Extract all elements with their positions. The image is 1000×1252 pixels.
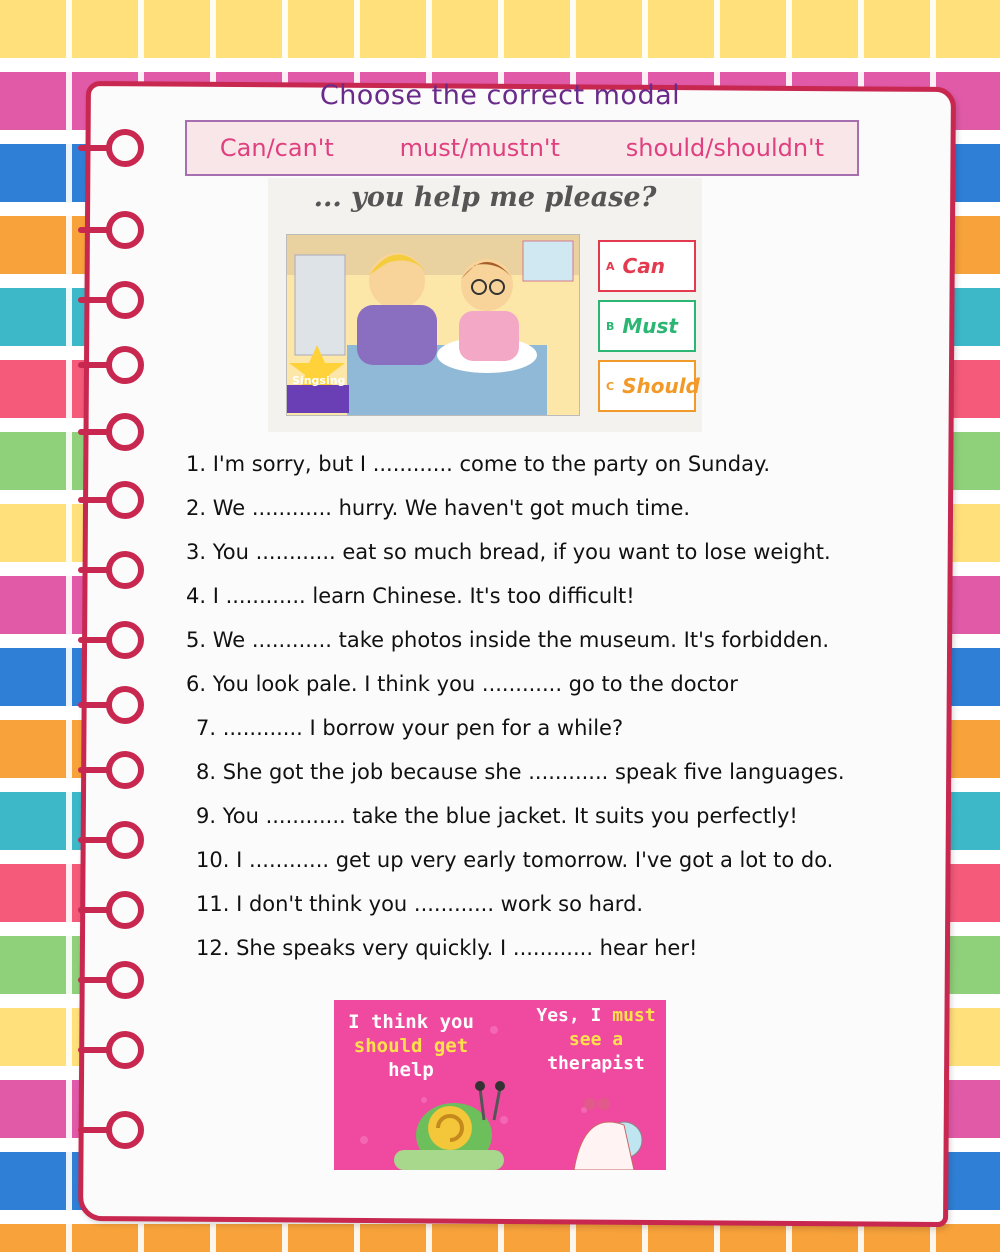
exercise-item: 8. She got the job because she ............ speak five languages.	[196, 760, 845, 784]
exercise-item: 11. I don't think you ............ work so hard.	[196, 892, 644, 916]
exercise-item: 12. She speaks very quickly. I ............ hear her!	[196, 936, 698, 960]
spiral-rings	[78, 120, 168, 1180]
quiz-question: ... you help me please?	[313, 182, 657, 213]
example-quiz-card	[268, 178, 702, 432]
cartoon-left-caption	[346, 1010, 476, 1082]
kitchen-illustration-svg	[287, 235, 579, 415]
spiral-ring	[78, 1110, 148, 1150]
spiral-ring	[78, 960, 148, 1000]
quiz-option-letter: A	[606, 259, 615, 273]
spiral-ring	[78, 345, 148, 385]
modal-options-banner	[185, 120, 859, 176]
cartoon-right-word: Yes, I	[536, 1005, 602, 1026]
spiral-ring	[78, 820, 148, 860]
kitchen-illustration	[286, 234, 580, 416]
spiral-ring	[78, 685, 148, 725]
quiz-option-letter: C	[606, 379, 615, 393]
spiral-ring	[78, 550, 148, 590]
spiral-ring	[78, 620, 148, 660]
modal-can: Can/can't	[219, 134, 334, 162]
exercise-item: 4. I ............ learn Chinese. It's too difficult!	[186, 584, 635, 608]
spiral-ring	[78, 750, 148, 790]
cartoon-left-line: help	[388, 1059, 434, 1081]
quiz-option-label: Can	[622, 254, 665, 278]
quiz-option-letter: B	[606, 319, 615, 333]
page-title: Choose the correct modal	[319, 80, 681, 111]
snail-cartoon	[334, 1000, 666, 1170]
quiz-option-label: Should	[622, 374, 700, 398]
exercise-item: 6. You look pale. I think you ............ go to the doctor	[186, 672, 738, 696]
spiral-ring	[78, 412, 148, 452]
logo-text: Singsing	[292, 374, 346, 387]
exercise-item: 5. We ............ take photos inside the museum. It's forbidden.	[186, 628, 830, 652]
quiz-option-a[interactable]	[598, 240, 696, 292]
quiz-option-c[interactable]	[598, 360, 700, 412]
exercise-item: 1. I'm sorry, but I ............ come to the party on Sunday.	[186, 452, 771, 476]
quiz-option-b[interactable]	[598, 300, 696, 352]
cartoon-right-line: therapist	[547, 1053, 645, 1074]
spiral-ring	[78, 890, 148, 930]
cartoon-right-word: must	[612, 1005, 656, 1026]
modal-must: must/mustn't	[399, 134, 560, 162]
exercise-item: 10. I ............ get up very early tomorrow. I've got a lot to do.	[196, 848, 834, 872]
spiral-ring	[78, 280, 148, 320]
cartoon-right-caption	[534, 1004, 658, 1076]
exercise-item: 3. You ............ eat so much bread, if you want to lose weight.	[186, 540, 831, 564]
modal-should: should/shouldn't	[625, 134, 825, 162]
quiz-option-label: Must	[622, 314, 678, 338]
cartoon-right-line: see a	[568, 1029, 624, 1050]
spiral-ring	[78, 128, 148, 168]
exercise-item: 7. ............ I borrow your pen for a while?	[196, 716, 624, 740]
exercise-item: 9. You ............ take the blue jacket. It suits you perfectly!	[196, 804, 798, 828]
spiral-ring	[78, 1030, 148, 1070]
cartoon-left-line: I think you	[348, 1011, 474, 1033]
exercise-item: 2. We ............ hurry. We haven't got much time.	[186, 496, 691, 520]
cartoon-left-line: should get	[353, 1035, 469, 1057]
spiral-ring	[78, 480, 148, 520]
spiral-ring	[78, 210, 148, 250]
